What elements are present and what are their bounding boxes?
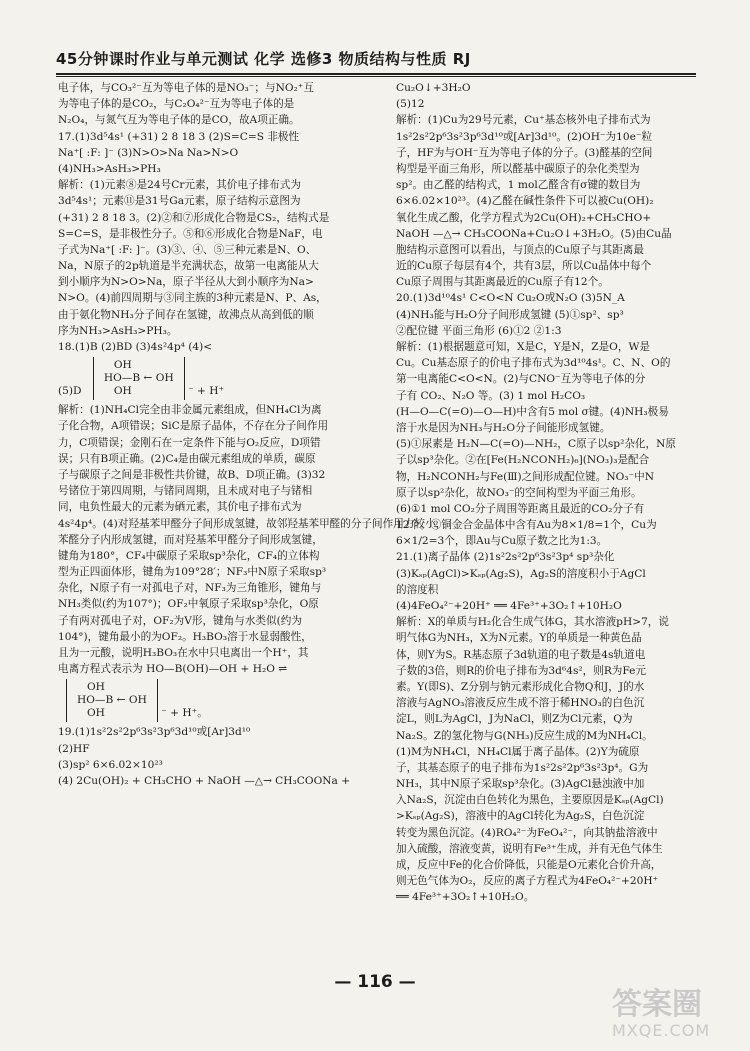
text-line: NaOH —△→ CH₃COONa+Cu₂O↓+3H₂O。(5)由Cu晶: [396, 227, 672, 240]
text-line: (4) 2Cu(OH)₂ + CH₃CHO + NaOH —△→ CH₃COONa +: [58, 774, 351, 787]
page-header: 45分钟课时作业与单元测试 化学 选修3 物质结构与性质 RJ: [56, 50, 471, 68]
text-line: 3d⁵4s¹；元素⑪是31号Ga元素，原子结构示意图为: [58, 195, 301, 208]
text-line: Cu₂O↓+3H₂O: [396, 82, 471, 94]
structure2-bottom: OH: [87, 707, 105, 720]
text-line: (4)4FeO₄²⁻+20H⁺ ══ 4Fe³⁺+3O₂↑+10H₂O: [396, 600, 622, 612]
text-line: 苯醛分子内形成氢键，而对羟基苯甲醛分子间形成氢键，: [58, 533, 323, 546]
text-line: 杂化，N原子有一对孤电子对，NF₃为三角锥形，键角与: [58, 582, 322, 595]
text-line: N>O。(4)前四周期与③同主族的3种元素是N、P、As，: [58, 292, 327, 305]
structure-bottom: OH: [113, 385, 132, 398]
text-line: 子与碳原子之间是非极性共价键，故B、D项正确。(3)32: [58, 468, 326, 481]
boron-complex-structure-2: [66, 679, 158, 722]
ionization-equation: [58, 677, 376, 724]
text-line: 号锗位于第四周期，与锗同周期，且未成对电子与锗相: [58, 485, 313, 498]
text-line: 解析：(1)根据题意可知，X是C，Y是N，Z是O，W是: [396, 341, 650, 353]
text-line: 序为NH₃>AsH₃>PH₃。: [58, 324, 178, 337]
text-line: 键角为180°，CF₄中碳原子采取sp³杂化，CF₄的立体构: [58, 549, 320, 562]
text-line: 氧化生成乙酸，化学方程式为2Cu(OH)₂+CH₃CHO+: [396, 211, 652, 224]
text-line: (1)M为NH₄Cl，NH₄Cl属于离子晶体。(2)Y为硫原: [396, 745, 640, 758]
text-line: ②配位键 平面三角形 (6)①2 ②1:3: [396, 324, 562, 337]
header-rule: [56, 73, 696, 75]
text-line: 力，C项错误；金刚石在一定条件下能与O₂反应，D项错: [58, 436, 321, 449]
text-line: ══ 4Fe³⁺+3O₂↑+10H₂O。: [396, 891, 535, 904]
text-line: 子化合物，A项错误；SiC是原子晶体，不存在分子间作用: [58, 420, 329, 433]
text-line: (3)Kₛₚ(AgCl)>Kₛₚ(Ag₂S)，Ag₂S的溶度积小于AgCl: [396, 567, 646, 580]
text-line: 解析：X的单质与H₂化合生成气体G，其水溶液pH>7，说: [396, 616, 669, 629]
text-line: 胞结构示意图可以看出，与顶点的Cu原子与其距离最: [396, 243, 644, 256]
text-line: 解析：(1)元素⑧是24号Cr元素，其价电子排布式为: [58, 179, 301, 192]
text-line: 子数的3倍，则R的价电子排布为3d⁶4s²，则R为Fe元: [396, 664, 647, 677]
text-line: 4s²4p⁴。(4)对羟基苯甲醛分子间形成氢键，故邻羟基苯甲醛的分子间作用力较小，: [58, 517, 447, 530]
text-line: 加入硫酸，溶液变黄，说明有Fe³⁺生成，并有无色气体生: [396, 842, 663, 855]
watermark-logo: [612, 988, 742, 1044]
text-line: 素。Y(即S)、Z分别与钠元素形成化合物Q和J，J的水: [396, 680, 645, 693]
text-line: (6)①1 mol CO₂分子周围等距离且最近的CO₂分子有: [396, 502, 645, 515]
text-line: (3)sp² 6×6.02×10²³: [58, 758, 163, 771]
structure2-top: OH: [87, 681, 105, 694]
text-line: (+31) 2 8 18 3。(2)②和⑦形成化合物是CS₂，结构式是: [58, 211, 330, 224]
text-line: 近的Cu原子每层有4个，共有3层，所以Cu晶体中每个: [396, 260, 652, 273]
text-line: 子，其基态原子的电子排布为1s²2s²2p⁶3s²3p⁴。G为: [396, 761, 649, 774]
text-line: 104°)，键角最小的为OF₂。H₃BO₃溶于水显弱酸性，: [58, 630, 312, 643]
text-line: 同，电负性最大的元素为硒元素，其价电子排布式为: [58, 501, 302, 514]
text-line: 解析：(1)Cu为29号元素，Cu⁺基态核外电子排布式为: [396, 114, 651, 127]
text-line: 到小顺序为N>O>Na，原子半径从大到小顺序为Na>: [58, 276, 314, 289]
text-line: 子有 CO₂、N₂O 等。(3) 1 mol H₂CO₃: [396, 389, 586, 402]
left-text-block-1: [58, 80, 376, 355]
q18-5-suffix: ⁻ + H⁺: [188, 385, 225, 398]
text-line: Cu。Cu基态原子的价电子排布式为3d¹⁰4s¹。C、N、O的: [396, 357, 671, 370]
header-rule-thin: [56, 76, 696, 77]
text-line: 21.(1)离子晶体 (2)1s²2s²2p⁶3s²3p⁴ sp³杂化: [396, 551, 615, 564]
text-line: (2)HF: [58, 742, 90, 755]
ionization-suffix: ⁻ + H⁺。: [161, 707, 208, 720]
text-line: 的溶度积: [396, 583, 439, 596]
watermark-logo-text: 答案圈: [612, 987, 702, 1022]
text-line: 溶于水是因为NH₃与H₂O分子间能形成氢键。: [396, 421, 611, 434]
text-line: (4)NH₃能与H₂O分子间形成氢键 (5)①sp²、sp³: [396, 308, 624, 321]
boron-complex-structure: [93, 357, 185, 400]
structure2-mid: HO—B ← OH: [77, 694, 147, 707]
text-line: 电离方程式表示为 HO—B(OH)—OH + H₂O ⇌: [58, 663, 288, 676]
text-line: (H—O—C(=O)—O—H)中含有5 mol σ键。(4)NH₃极易: [396, 405, 669, 418]
q18-5-label: (5)D: [58, 385, 82, 398]
watermark-url: MXQE.COM: [612, 1021, 711, 1040]
text-line: 第一电离能C<O<N。(2)与CNO⁻互为等电子体的分: [396, 373, 646, 386]
text-line: 入Na₂S，沉淀由白色转化为黑色，主要原因是Kₛₚ(AgCl): [396, 794, 664, 807]
text-line: 17.(1)3d⁵4s¹ (+31) 2 8 18 3 (2)S=C=S 非极性: [58, 130, 300, 143]
text-line: 18.(1)B (2)BD (3)4s²4p⁴ (4)<: [58, 341, 213, 353]
text-line: 电子体，与CO₃²⁻互为等电子体的是NO₃⁻；与NO₂⁺互: [58, 82, 314, 94]
q18-5-answer: [58, 355, 376, 402]
text-line: 6×6.02×10²³。(4)乙醛在碱性条件下可以被Cu(OH)₂: [396, 195, 654, 208]
right-text-block: [396, 80, 714, 906]
text-line: (5)12: [396, 98, 425, 111]
text-line: 误；只有B项正确。(2)C₄是由碳元素组成的单质，碳原: [58, 452, 316, 465]
text-line: 溶液与AgNO₃溶液反应生成不溶于稀HNO₃的白色沉: [396, 697, 645, 710]
page-number: — 116 —: [334, 972, 416, 992]
right-column: [396, 80, 714, 906]
structure-top: OH: [113, 359, 132, 372]
left-text-block-3: [58, 724, 376, 789]
text-line: 6×1/2=3个，即Au与Cu原子数之比为1:3。: [396, 535, 608, 548]
text-line: 物，H₂NCONH₂与Fe(Ⅲ)之间形成配位键。NO₃⁻中N: [396, 470, 655, 483]
text-line: 子式为Na⁺[ :F: ]⁻。(3)③、④、⑤三种元素是N、O、: [58, 243, 317, 256]
text-line: NH₃，其中N原子采取sp³杂化。(3)AgCl悬浊液中加: [396, 778, 645, 791]
text-line: 则无色气体为O₂，反应的离子方程式为4FeO₄²⁻+20H⁺: [396, 875, 659, 888]
text-line: 解析：(1)NH₄Cl完全由非金属元素组成，但NH₄Cl为离: [58, 404, 322, 417]
text-line: Na，N原子的2p轨道是半充满状态，故第一电离能从大: [58, 260, 319, 273]
text-line: Cu原子周围与其距离最近的Cu原子有12个。: [396, 276, 609, 289]
text-line: S=C=S，是非极性分子。⑤和⑥形成化合物是NaF，电: [58, 227, 323, 240]
text-line: 型为正四面体形，键角为109°28′；NF₃中N原子采取sp³: [58, 566, 327, 579]
text-line: 子，HF为与OH⁻互为等电子体的分子。(3)醛基的空间: [396, 146, 653, 159]
text-line: N₂O₄，与氮气互为等电子体的是CO，故A项正确。: [58, 114, 300, 127]
text-line: 子以sp³杂化。②在[Fe(H₂NCONH₂)₆](NO₃)₃是配合: [396, 454, 650, 467]
text-line: 转变为黑色沉淀。(4)RO₄²⁻为FeO₄²⁻，向其钠盐溶液中: [396, 826, 658, 839]
text-line: 原子以sp²杂化，故NO₃⁻的空间构型为平面三角形。: [396, 486, 642, 499]
text-line: 淀L，则L为AgCl，J为NaCl，则Z为Cl元素，Q为: [396, 713, 633, 726]
text-line: sp²。由乙醛的结构式，1 mol乙醛含有σ键的数目为: [396, 179, 641, 192]
text-line: 12个。②铜金合金晶体中含有Au为8×1/8=1个，Cu为: [396, 519, 657, 532]
text-line: 1s²2s²2p⁶3s²3p⁶3d¹⁰或[Ar]3d¹⁰。(2)OH⁻为10e⁻粒: [396, 130, 653, 143]
text-line: Na₂S。Z的氢化物与G(NH₃)反应生成的M为NH₄Cl。: [396, 729, 653, 742]
text-line: 20.(1)3d¹⁰4s¹ C<O<N Cu₂O或N₂O (3)5N_A: [396, 292, 625, 305]
text-line: >Kₛₚ(Ag₂S)，溶液中的AgCl转化为Ag₂S，白色沉淀: [396, 810, 645, 823]
text-line: (4)NH₃>AsH₃>PH₃: [58, 162, 161, 175]
text-line: 19.(1)1s²2s²2p⁶3s²3p⁶3d¹⁰或[Ar]3d¹⁰: [58, 726, 251, 739]
text-line: 为等电子体的是CO₂，与C₂O₄²⁻互为等电子体的是: [58, 98, 295, 111]
text-line: 构型是平面三角形，所以醛基中碳原子的杂化类型为: [396, 162, 640, 175]
text-line: 子有两对孤电子对，OF₂为V形，键角与水类似(约为: [58, 614, 302, 627]
text-line: 明气体G为NH₃，X为N元素。Y的单质是一种黄色晶: [396, 632, 642, 645]
text-line: 成，反应中Fe的化合价降低，只能是O元素化合价升高，: [396, 859, 662, 871]
structure-mid: HO—B ← OH: [103, 372, 174, 385]
text-line: Na⁺[ :F: ]⁻ (3)N>O>Na Na>N>O: [58, 146, 239, 159]
text-line: 由于氨化物NH₃分子间存在氢键，故沸点从高到低的顺: [58, 308, 314, 321]
text-line: (5)①尿素是 H₂N—C(=O)—NH₂，C原子以sp²杂化，N原: [396, 438, 676, 451]
text-line: 体，则Y为S。R基态原子3d轨道的电子数是4s轨道电: [396, 648, 646, 661]
text-line: NH₃类似(约为107°)；OF₂中氧原子采取sp³杂化，O原: [58, 598, 319, 611]
text-line: 且为一元酸，说明H₃BO₃在水中只电离出一个H⁺，其: [58, 647, 309, 659]
